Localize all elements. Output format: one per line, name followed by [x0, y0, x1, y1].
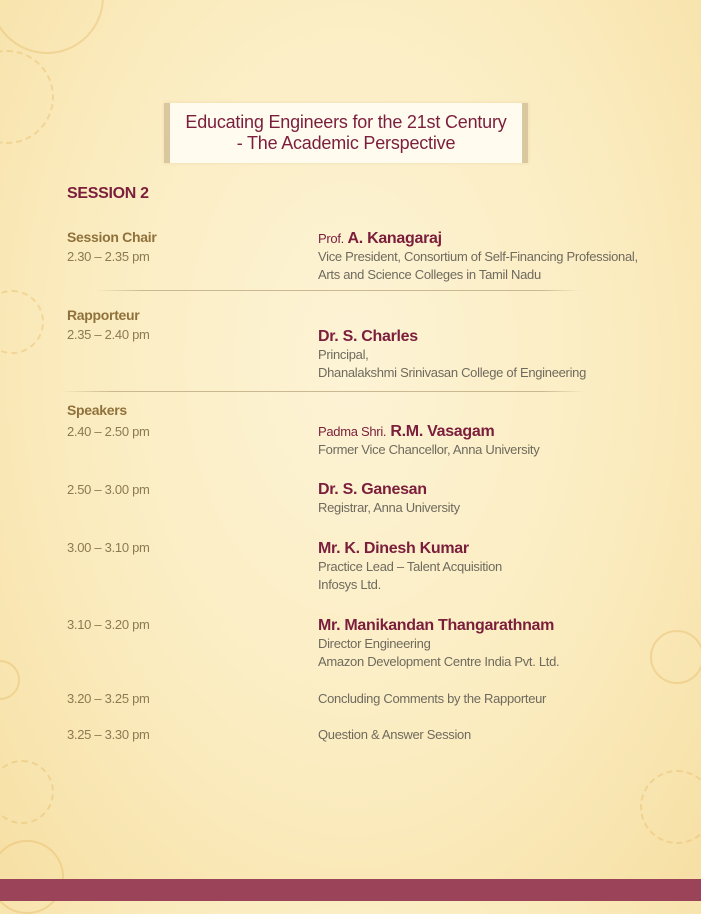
title-line-2: - The Academic Perspective	[236, 133, 456, 153]
person-desc-line: Amazon Development Centre India Pvt. Ltd.	[318, 654, 560, 669]
speaker-time: 3.00 – 3.10 pm	[67, 540, 150, 555]
person-desc-line: Dhanalakshmi Srinivasan College of Engineering	[318, 365, 587, 380]
person-desc-line: Vice President, Consortium of Self-Financing Professional,	[318, 249, 638, 264]
gear-decoration-icon	[0, 660, 20, 700]
session-chair-time: 2.30 – 2.35 pm	[67, 249, 150, 264]
speaker-entry	[318, 539, 502, 594]
title-box	[164, 103, 528, 163]
speaker-entry	[318, 480, 460, 517]
session-chair-entry	[318, 229, 638, 284]
session-chair-name-line	[318, 229, 638, 248]
speakers-label: Speakers	[67, 402, 127, 418]
person-name: A. Kanagaraj	[347, 230, 442, 247]
speaker-time: 3.10 – 3.20 pm	[67, 617, 150, 632]
title-prefix: Prof.	[318, 231, 344, 246]
gear-decoration-icon	[650, 630, 701, 684]
closing-item: Concluding Comments by the Rapporteur	[318, 691, 547, 706]
gear-decoration-icon	[0, 0, 104, 54]
person-name: Mr. Manikandan Thangarathnam	[318, 617, 555, 634]
person-name: R.M. Vasagam	[390, 423, 495, 440]
person-desc-line: Arts and Science Colleges in Tamil Nadu	[318, 267, 541, 282]
speaker-time: 2.40 – 2.50 pm	[67, 424, 150, 439]
gear-decoration-icon	[0, 760, 54, 824]
speaker-entry	[318, 616, 559, 671]
closing-time: 3.20 – 3.25 pm	[67, 691, 150, 706]
person-desc-line: Director Engineering	[318, 636, 431, 651]
rapporteur-label: Rapporteur	[67, 307, 140, 323]
speaker-entry	[318, 422, 539, 459]
person-desc-line: Practice Lead – Talent Acquisition	[318, 559, 502, 574]
gear-decoration-icon	[0, 290, 44, 354]
speaker-name-line	[318, 422, 539, 441]
person-name: Dr. S. Charles	[318, 328, 418, 345]
speaker-time: 2.50 – 3.00 pm	[67, 482, 150, 497]
session-heading: SESSION 2	[67, 185, 149, 202]
footer-bar	[0, 879, 701, 901]
person-desc-line: Infosys Ltd.	[318, 577, 381, 592]
person-desc-line: Former Vice Chancellor, Anna University	[318, 442, 540, 457]
closing-item: Question & Answer Session	[318, 727, 471, 742]
title-prefix: Padma Shri.	[318, 424, 387, 439]
gear-decoration-icon	[0, 840, 64, 914]
person-name: Mr. K. Dinesh Kumar	[318, 540, 469, 557]
person-desc-line: Registrar, Anna University	[318, 500, 460, 515]
gear-decoration-icon	[0, 50, 54, 144]
rapporteur-time: 2.35 – 2.40 pm	[67, 327, 150, 342]
title-line-1: Educating Engineers for the 21st Century	[185, 112, 507, 132]
person-name: Dr. S. Ganesan	[318, 481, 427, 498]
closing-time: 3.25 – 3.30 pm	[67, 727, 150, 742]
session-chair-label: Session Chair	[67, 229, 157, 245]
person-desc-line: Principal,	[318, 347, 369, 362]
divider	[95, 290, 580, 291]
rapporteur-entry	[318, 327, 586, 382]
divider	[60, 391, 585, 392]
gear-decoration-icon	[640, 770, 701, 844]
